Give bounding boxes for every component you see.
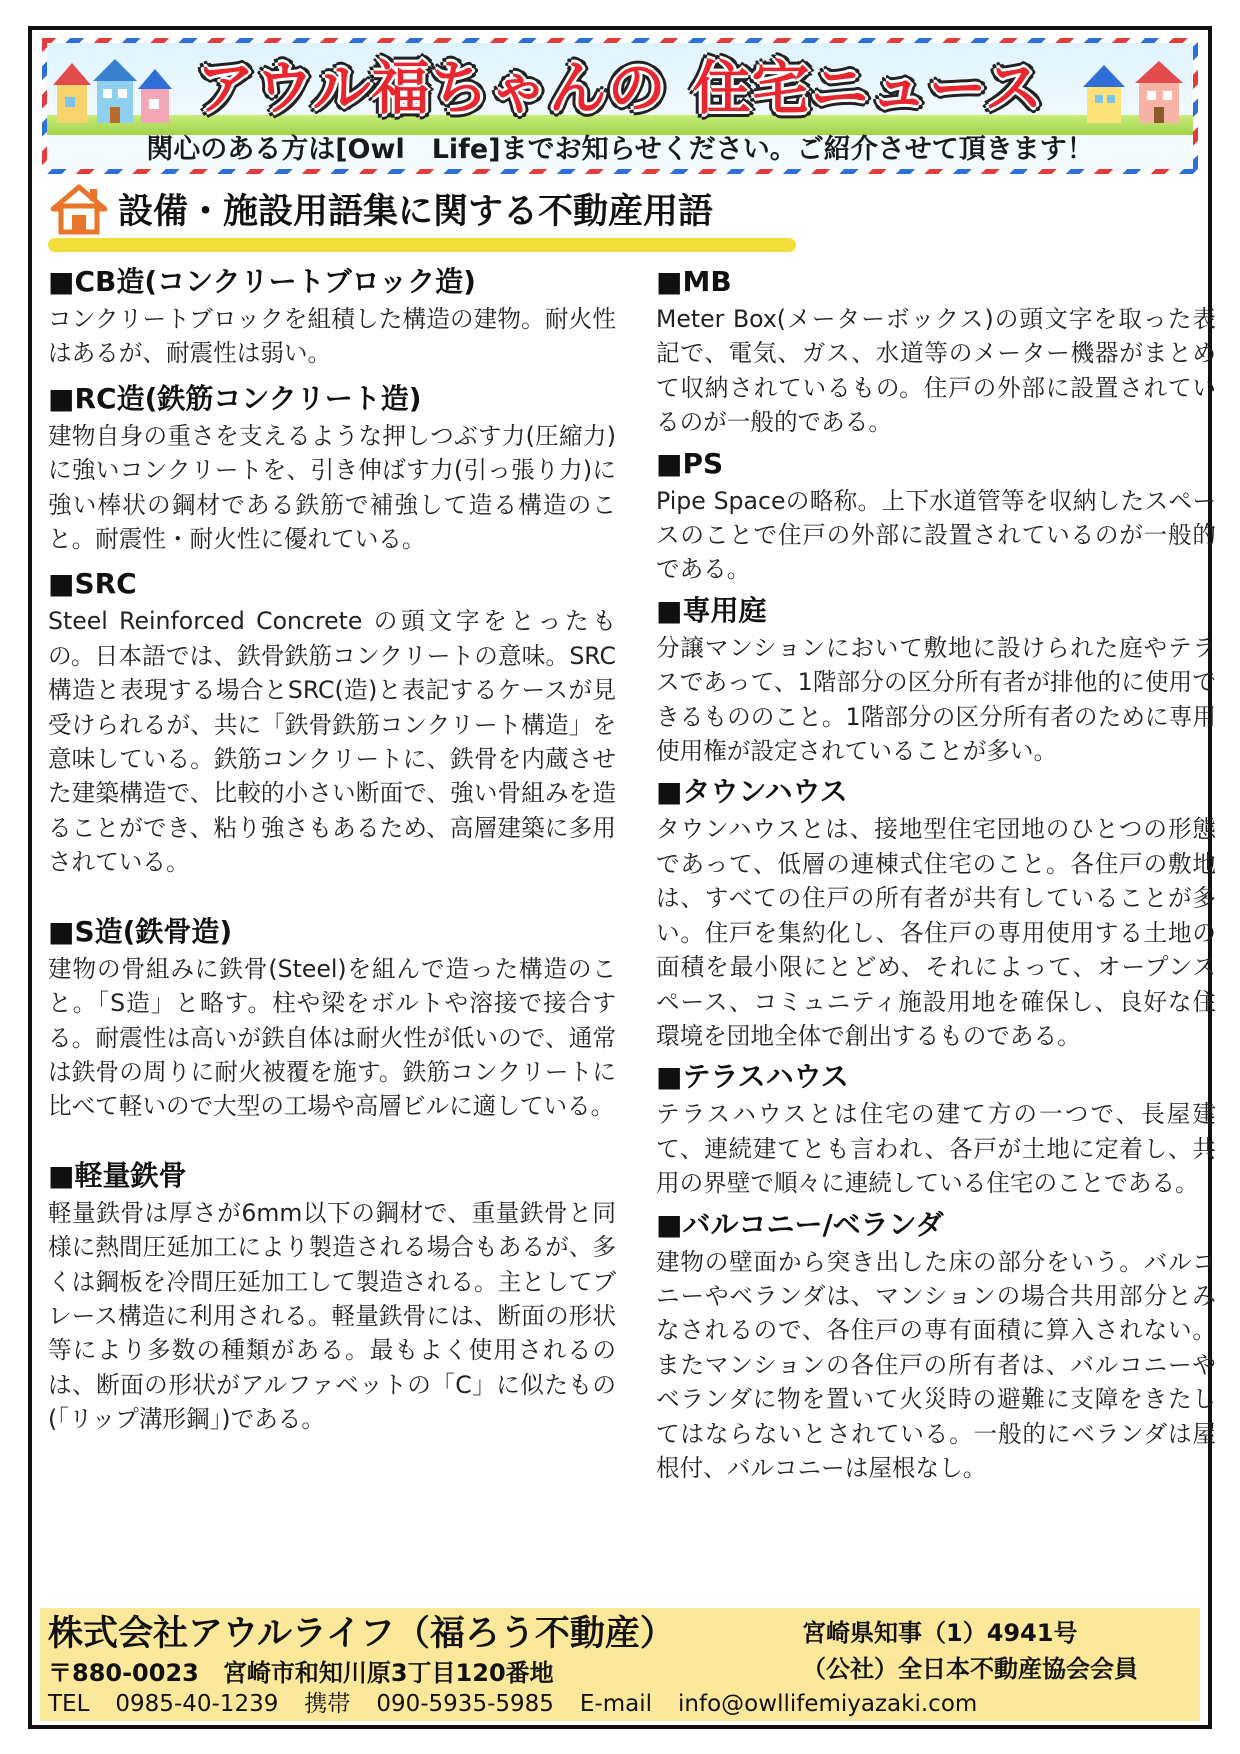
term-title: ■SRC (48, 567, 137, 601)
term-description: 建物の骨組みに鉄骨(Steel)を組んで造った構造のこと。「S造」と略す。柱や梁をボルトや溶接で接合する。耐震性は高いが鉄自体は耐火性が低いので、通常は鉄骨の周りに耐火被覆を施す。鉄筋コンクリートに比べて軽いので大型の工場や高層ビルに適している。 (48, 954, 616, 1121)
term-entry (48, 1156, 616, 1437)
term-description: 分譲マンションにおいて敷地に設けられた庭やテラスであって、1階部分の区分所有者が排他的に使用できるもののこと。1階部分の区分所有者のために専用使用権が設定されていることが多い。 (656, 633, 1216, 766)
email-label: E-mail (579, 1691, 653, 1717)
term-title: ■CB造(コンクリートブロック造) (48, 265, 476, 298)
term-title: ■S造(鉄骨造) (48, 914, 233, 948)
term-description: 建物自身の重さを支えるような押しつぶす力(圧縮力)に強いコンクリートを、引き伸ばす力(引っ張り力)に強い棒状の鋼材である鉄筋で補強して造る構造のこと。耐震性・耐火性に優れている。 (48, 421, 616, 554)
term-entry (656, 444, 1216, 587)
page-frame (28, 26, 1216, 1729)
term-title: ■専用庭 (656, 593, 767, 627)
company-name: 株式会社アウルライフ（福ろう不動産） (48, 1614, 675, 1654)
tel-number[interactable]: 0985-40-1239 (115, 1691, 279, 1717)
license-number: 宮崎県知事（1）4941号 (802, 1619, 1078, 1647)
term-title: ■MB (656, 265, 732, 298)
section-title: 設備・施設用語集に関する不動産用語 (118, 192, 714, 232)
house-icon (50, 184, 108, 236)
company-footer (40, 1608, 1200, 1721)
email-address[interactable]: info@owllifemiyazaki.com (678, 1691, 978, 1717)
term-entry (48, 379, 616, 557)
term-title: ■PS (656, 446, 724, 480)
banner-subtitle: 関心のある方は[Owl Life]までお知らせください。ご紹介させて頂きます！ (146, 134, 1094, 165)
tel-label: TEL (48, 1691, 90, 1717)
mobile-label: 携帯 (304, 1691, 351, 1717)
term-entry (48, 564, 616, 879)
association-membership: （公社）全日本不動産協会会員 (802, 1655, 1138, 1683)
section-underline (48, 238, 796, 252)
term-description: 建物の壁面から突き出した床の部分をいう。バルコニーやベランダは、マンションの場合共用部分とみなされるので、各住戸の専有面積に算入されない。またマンションの各住戸の所有者は、バルコニーやベランダに物を置いて火災時の避難に支障をきたしてはならないとされている。一般的にベランダは屋根付、バルコニーは屋根なし。 (656, 1247, 1216, 1482)
term-entry (656, 262, 1216, 440)
term-entry (656, 772, 1216, 1053)
term-entry (656, 1205, 1216, 1486)
term-entry (48, 262, 616, 371)
term-entry (656, 591, 1216, 769)
banner-title-part1: アウル福ちゃんの (196, 54, 667, 122)
left-column (48, 262, 616, 1437)
term-title: ■バルコニー/ベランダ (656, 1207, 944, 1241)
term-description: タウンハウスとは、接地型住宅団地のひとつの形態であって、低層の連棟式住宅のこと。各住戸の敷地は、すべての住戸の所有者が共有していることが多い。住戸を集約化し、各住戸の専用使用する土地の面積を最小限にとどめ、それによって、オープンスペース、コミュニティ施設用地を確保し、良好な住環境を団地全体で創出するものである。 (656, 815, 1216, 1050)
term-entry (48, 912, 616, 1124)
term-description: コンクリートブロックを組積した構造の建物。耐火性はあるが、耐震性は弱い。 (48, 305, 616, 368)
term-description: Pipe Spaceの略称。上下水道管等を収納したスペースのことで住戸の外部に設置されているのが一般的である。 (656, 486, 1216, 584)
contact-line (48, 1688, 1003, 1720)
term-title: ■テラスハウス (656, 1060, 849, 1094)
term-title: ■軽量鉄骨 (48, 1158, 187, 1192)
company-address: 〒880-0023 宮崎市和知川原3丁目120番地 (48, 1659, 554, 1687)
term-description: テラスハウスとは住宅の建て方の一つで、長屋建て、連続建てとも言われ、各戸が土地に定着し、共用の界壁で順々に連続している住宅のことである。 (656, 1100, 1216, 1198)
mobile-number[interactable]: 090-5935-5985 (376, 1691, 554, 1717)
banner-title (47, 45, 1193, 131)
section-heading (46, 180, 806, 256)
term-description: Meter Box(メーターボックス)の頭文字を取った表記で、電気、ガス、水道等のメーター機器がまとめて収納されているもの。住戸の外部に設置されているのが一般的である。 (656, 305, 1216, 437)
header-banner (42, 38, 1198, 174)
banner-title-part2: 住宅ニュース (692, 54, 1044, 122)
term-description: Steel Reinforced Concrete の頭文字をとったもの。日本語では、鉄骨鉄筋コンクリートの意味。SRC構造と表現する場合とSRC(造)と表記するケースが見受けられるが、共に「鉄骨鉄筋コンクリート構造」を意味している。鉄筋コンクリートに、鉄骨を内蔵させた建築構造で、比較的小さい断面で、強い骨組みを造ることができ、粘り強さもあるため、高層建築に多用されている。 (48, 607, 616, 877)
term-title: ■RC造(鉄筋コンクリート造) (48, 381, 422, 415)
term-entry (656, 1057, 1216, 1200)
right-column (656, 262, 1216, 1485)
term-description: 軽量鉄骨は厚さが6mm以下の鋼材で、重量鉄骨と同様に熱間圧延加工により製造される場合もあるが、多くは鋼板を冷間圧延加工して製造される。主としてブレース構造に利用される。軽量鉄骨には、断面の形状等により多数の種類がある。最もよく使用されるのは、断面の形状がアルファベットの「C」に似たもの(「リップ溝形鋼」)である。 (48, 1198, 616, 1434)
term-title: ■タウンハウス (656, 775, 848, 809)
